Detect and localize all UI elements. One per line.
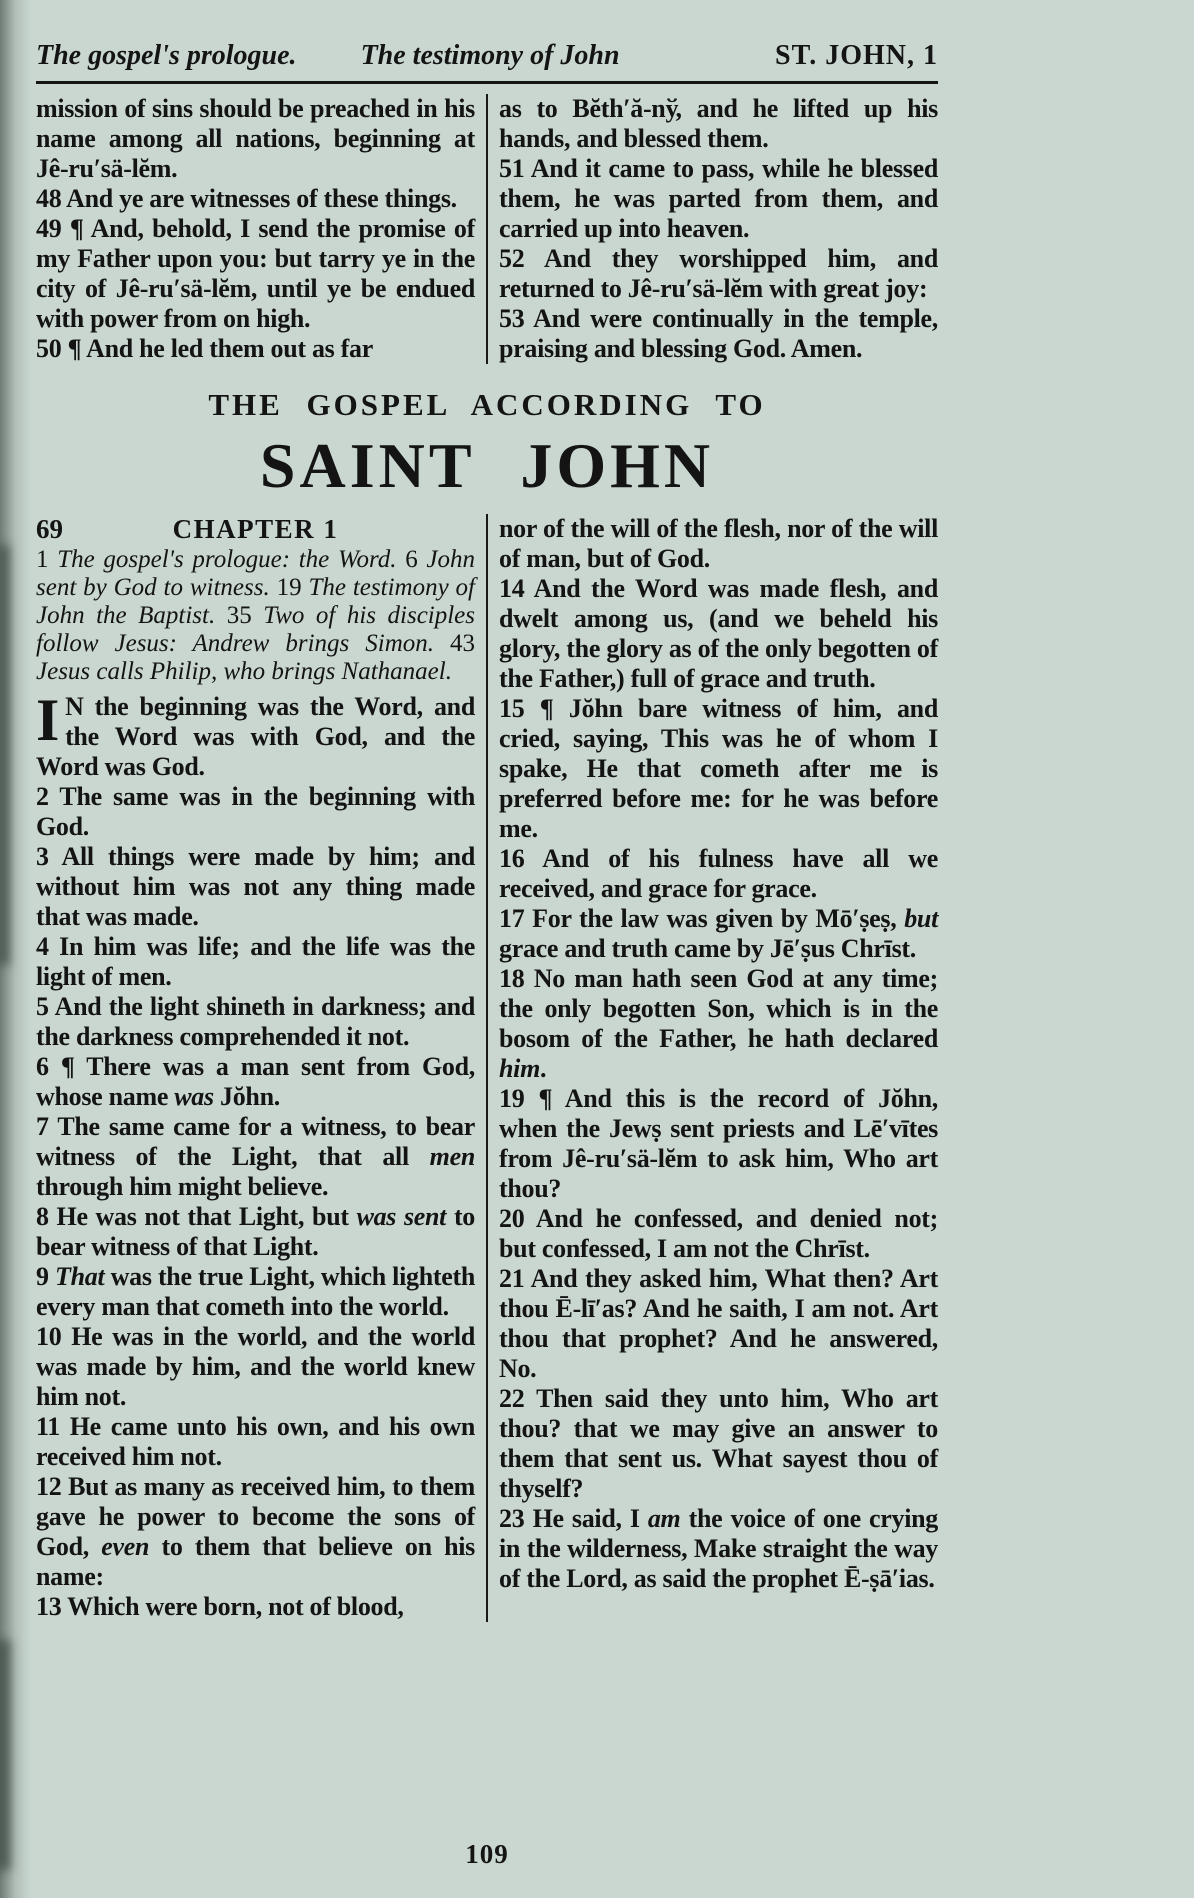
verse-paragraph: 17 For the law was given by Mō′ṣeṣ, but grace and truth came by Jē′ṣus Chrīst. (499, 904, 938, 964)
verse-paragraph: 4 In him was life; and the life was the light of men. (36, 932, 475, 992)
john-left-column (36, 514, 479, 1622)
verse-paragraph: 51 And it came to pass, while he blessed them, he was parted from them, and carried up into heaven. (499, 154, 938, 244)
running-header (36, 40, 938, 72)
verse-paragraph: 18 No man hath seen God at any time; the only begotten Son, which is in the bosom of the Father, he hath declared him. (499, 964, 938, 1084)
column-divider (479, 514, 495, 1622)
john-right-column (495, 514, 938, 1622)
verse-paragraph: 8 He was not that Light, but was sent to bear witness of that Light. (36, 1202, 476, 1262)
scan-artifact (0, 1640, 11, 1870)
verse-paragraph: 48 And ye are witnesses of these things. (36, 184, 457, 214)
column-divider (479, 94, 495, 364)
verse-paragraph: 21 And they asked him, What then? Art thou Ē-lī′as? And he saith, I am not. Art thou that prophet? And he answered, No. (499, 1264, 938, 1384)
verse-paragraph: 3 All things were made by him; and without him was not any thing made that was made. (36, 842, 475, 932)
section-number: 69 (36, 514, 63, 545)
verse-paragraph: 22 Then said they unto him, Who art thou? that we may give an answer to them that sent us. What sayest thou of thyself? (499, 1384, 938, 1504)
running-head-page-ref: ST. JOHN, 1 (775, 40, 938, 71)
book-title-kicker: THE GOSPEL ACCORDING TO (208, 387, 766, 423)
header-rule (36, 81, 938, 84)
verse-paragraph: 16 And of his fulness have all we received, and grace for grace. (499, 844, 938, 904)
verse-paragraph: 5 And the light shineth in darkness; and the darkness comprehended it not. (36, 992, 475, 1052)
chapter-summary: 1 The gospel's prologue: the Word. 6 John sent by God to witness. 19 The testimony of John the Baptist. 35 Two of his disciples follow Jesus: Andrew brings Simon. 43 Jesus calls Philip, who brings Nathanael. (36, 546, 476, 686)
verse-paragraph: 7 The same came for a witness, to bear witness of the Light, that all men through him might believe. (36, 1112, 475, 1202)
running-head-left: The gospel's prologue. (36, 40, 297, 71)
column-divider-line (486, 94, 488, 364)
scan-artifact (0, 545, 10, 965)
luke-right-column (495, 94, 938, 364)
verses-left (36, 687, 476, 1622)
verse-paragraph: 15 ¶ Jŏhn bare witness of him, and cried, saying, This was he of whom I spake, He that cometh after me is preferred before me: for he was before me. (499, 694, 938, 844)
verse-paragraph: 14 And the Word was made flesh, and dwelt among us, (and we beheld his glory, the glory as of the only begotten of the Father,) full of grace and truth. (499, 574, 938, 694)
verse-paragraph: 50 ¶ And he led them out as far (36, 334, 373, 364)
continued-paragraph: nor of the will of the flesh, nor of the will of man, but of God. (499, 514, 938, 574)
continued-paragraph: as to Bĕth′ă-nў, and he lifted up his hands, and blessed them. (499, 94, 938, 154)
book-title-block (36, 387, 938, 502)
verse-paragraph: 52 And they worshipped him, and returned to Jê-ru′sä-lĕm with great joy: (499, 244, 938, 304)
verse-paragraph: 53 And were continually in the temple, praising and blessing God. Amen. (499, 304, 938, 364)
verse-paragraph: 10 He was in the world, and the world was made by him, and the world knew him not. (36, 1322, 475, 1412)
luke-ending-section (36, 94, 938, 364)
verse-paragraph: 11 He came unto his own, and his own received him not. (36, 1412, 475, 1472)
continued-paragraph: mission of sins should be preached in his name among all nations, beginning at Jê-ru′sä-lĕm. (36, 94, 475, 184)
verse-paragraph: 49 ¶ And, behold, I send the promise of my Father upon you: but tarry ye in the city of Jê-ru′sä-lĕm, until ye be endued with power from on high. (36, 214, 475, 334)
page-number: 109 (465, 1839, 509, 1869)
verse-paragraph: 19 ¶ And this is the record of Jŏhn, when the Jewṣ sent priests and Lē′vītes from Jê-ru′sä-lĕm to ask him, Who art thou? (499, 1084, 938, 1204)
column-divider-line (486, 514, 488, 1622)
verse-paragraph: 2 The same was in the beginning with God. (36, 782, 475, 842)
chapter-title: CHAPTER 1 (172, 514, 339, 545)
running-head-center: The testimony of John (360, 40, 620, 71)
verse-paragraph: 6 ¶ There was a man sent from God, whose name was Jŏhn. (36, 1052, 475, 1112)
verse-paragraph: 9 That was the true Light, which lighteth every man that cometh into the world. (36, 1262, 476, 1322)
verse-paragraph: 12 But as many as received him, to them gave he power to become the sons of God, even to them that believe on his name: (36, 1472, 475, 1592)
john-chapter-1-section (36, 514, 938, 1622)
luke-left-column (36, 94, 479, 364)
verse-paragraph: 20 And he confessed, and denied not; but confessed, I am not the Chrīst. (499, 1204, 938, 1264)
book-title: SAINT JOHN (259, 430, 715, 502)
verse-paragraph: I N the beginning was the Word, and the Word was with God, and the Word was God. (36, 687, 475, 782)
verse-paragraph: 23 He said, I am the voice of one crying in the wilderness, Make straight the way of the Lord, as said the prophet Ē-ṣā′ias. (499, 1504, 939, 1594)
chapter-heading-row (36, 514, 475, 544)
verse-paragraph: 13 Which were born, not of blood, (36, 1592, 404, 1622)
drop-cap-letter: I (36, 687, 60, 754)
